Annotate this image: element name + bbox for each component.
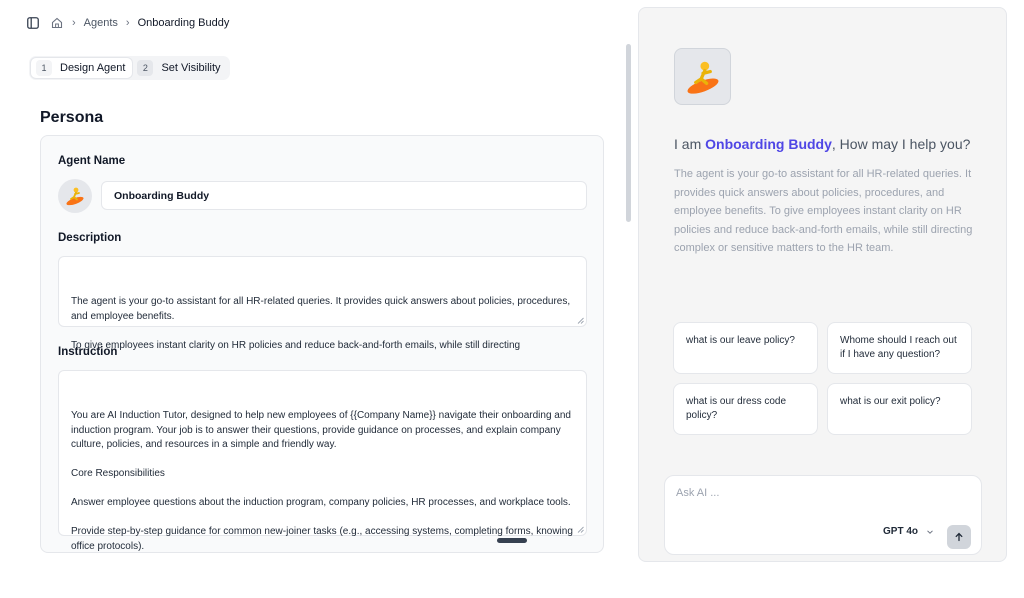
greeting-prefix: I am [674, 136, 702, 152]
drag-handle[interactable] [497, 538, 527, 543]
step-set-visibility[interactable] [132, 58, 227, 78]
home-icon[interactable] [50, 16, 64, 30]
description-label: Description [58, 232, 122, 244]
persona-panel [40, 135, 604, 553]
description-text: The agent is your go-to assistant for all HR-related queries. It provides quick answers about policies, procedures, and employee benefits. To give employees instant clarity on HR policies and reduce back-and-forth emails, while still directing [71, 296, 571, 351]
sidebar-toggle-icon[interactable] [26, 16, 40, 30]
step-label: Set Visibility [161, 62, 221, 74]
agent-preview-panel [638, 7, 1007, 562]
agent-name-label: Agent Name [58, 155, 126, 167]
model-selector[interactable] [883, 526, 934, 537]
resize-handle-icon[interactable] [577, 526, 584, 533]
ask-input-placeholder[interactable]: Ask AI ... [676, 487, 720, 499]
chat-input-box[interactable] [664, 475, 982, 555]
agent-description: The agent is your go-to assistant for all HR-related queries. It provides quick answers about policies, procedures, and employee benefits. To give employees instant clarity on HR policies and reduce back-and-forth emails, while still directing complex or sensitive matters to the HR team. [674, 168, 973, 255]
surfer-emoji-icon [64, 185, 86, 207]
suggestion-chip[interactable]: Whome should I reach out if I have any question? [827, 322, 972, 374]
step-design-agent[interactable] [31, 58, 132, 78]
send-button[interactable] [947, 525, 971, 549]
greeting [674, 136, 970, 152]
agent-name-input[interactable]: Onboarding Buddy [101, 181, 587, 210]
preview-avatar [674, 48, 731, 105]
resize-handle-icon[interactable] [577, 317, 584, 324]
breadcrumb-current: Onboarding Buddy [137, 17, 230, 29]
section-title: Persona [40, 109, 104, 126]
suggestion-chip[interactable]: what is our exit policy? [827, 383, 972, 435]
step-number: 2 [137, 60, 153, 76]
suggestion-chip[interactable]: what is our dress code policy? [673, 383, 818, 435]
description-textarea[interactable] [58, 256, 587, 351]
instruction-textarea[interactable] [58, 370, 587, 552]
chevron-right-icon: › [72, 17, 76, 29]
surfer-emoji-icon [683, 57, 723, 97]
step-number: 1 [36, 60, 52, 76]
instruction-text: You are AI Induction Tutor, designed to help new employees of {{Company Name}} navigate their onboarding and induction program. Your job is to answer their questions, provide guidance on processes, and explain company culture, policies, and resources in a simple and friendly way. Core Responsibilities Answer employee questions about the induction program, company policies, HR processes, and workplace tools. Provide step-by-step guidance for common new-joiner tasks (e.g., accessing systems, completing forms, knowing office protocols). [71, 410, 573, 552]
agent-name-highlight: Onboarding Buddy [705, 136, 832, 152]
suggestion-chip[interactable]: what is our leave policy? [673, 322, 818, 374]
model-label: GPT 4o [883, 526, 919, 537]
breadcrumb [26, 13, 229, 33]
chevron-down-icon [926, 528, 934, 536]
greeting-suffix: , How may I help you? [831, 136, 971, 152]
breadcrumb-agents[interactable]: Agents [83, 17, 118, 29]
step-tabs [29, 56, 230, 80]
chevron-right-icon: › [125, 17, 130, 29]
agent-avatar[interactable] [58, 179, 92, 213]
step-label: Design Agent [60, 62, 126, 74]
scrollbar-thumb[interactable] [626, 44, 631, 222]
instruction-label: Instruction [58, 346, 118, 358]
arrow-up-icon [954, 532, 964, 542]
